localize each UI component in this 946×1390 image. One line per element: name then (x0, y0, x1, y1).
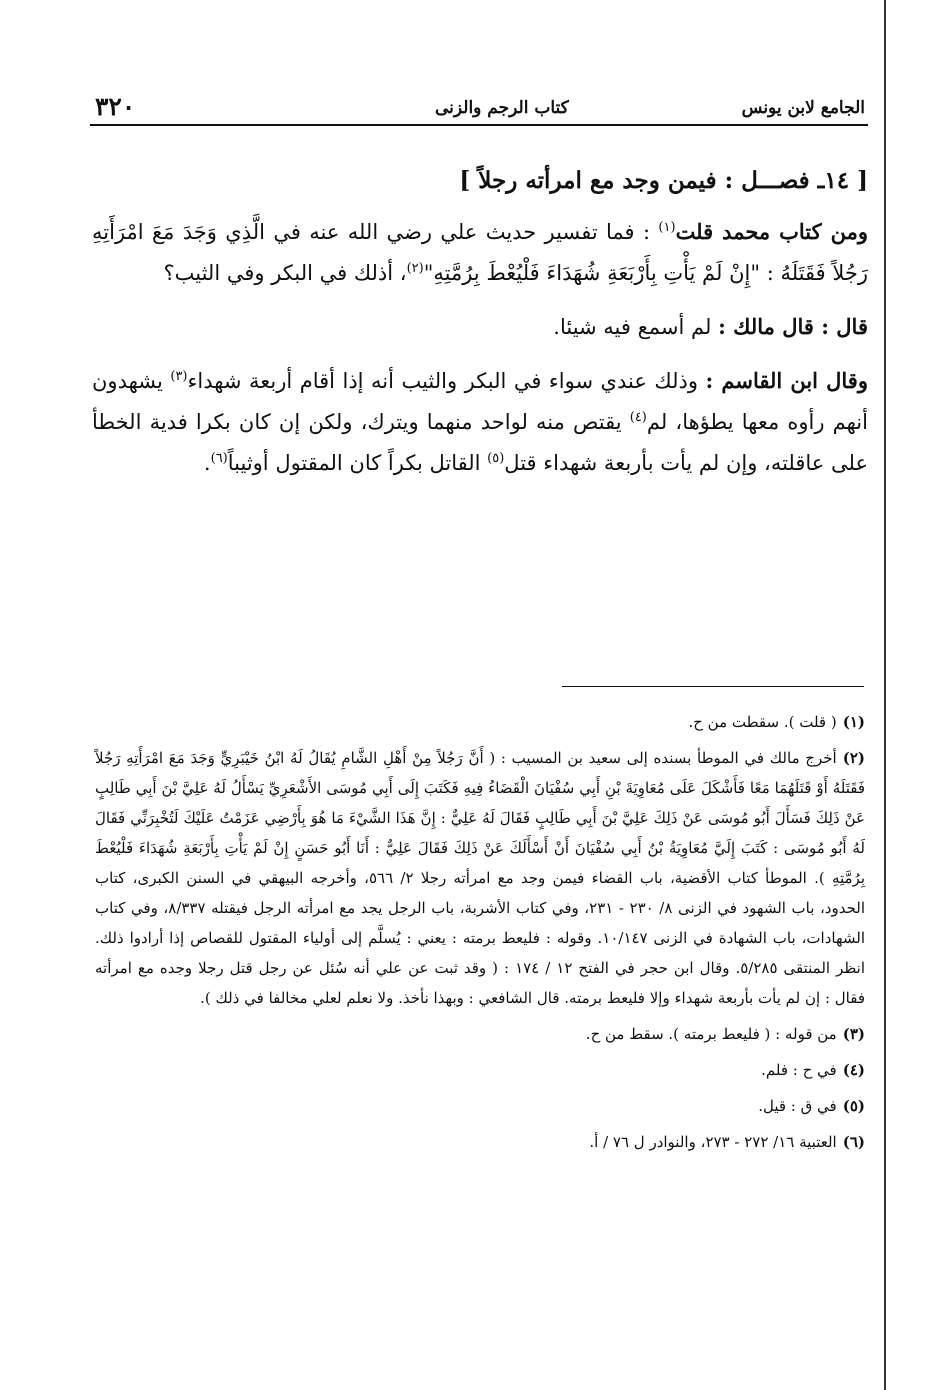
paragraph-text: يقتص منه لواحد منهما ويترك، ولكن إن كان بكرا فدية الخطأ على عاقلته، وإن لم يأت بأربعة شهداء قتل (92, 410, 868, 475)
footnote-number: (١) (842, 713, 865, 731)
footnote-text: من قوله : ( فليعط برمته ). سقط من ح. (585, 1025, 837, 1043)
footnote-text: أخرج مالك في الموطأ بسنده إلى سعيد بن المسيب : ( أَنَّ رَجُلاً مِنْ أَهْلِ الشَّامِ يُقَالُ لَهُ ابْنُ خَيْبَرِيٍّ وَجَدَ مَعَ امْرَأَتِهِ رَجُلاً فَقَتَلَهُ أَوْ قَتَلَهُمَا مَعًا فَأَشْكَلَ عَلَى مُعَاوِيَةَ بْنِ أَبِي سُفْيَانَ الْقَضَاءُ فِيهِ فَكَتَبَ إِلَى أَبِي مُوسَى الأَشْعَرِيِّ يَسْأَلُ لَهُ عَلِيَّ بْنَ أَبِي طَالِبٍ عَنْ ذَلِكَ فَسَأَلَ أَبُو مُوسَى عَنْ ذَلِكَ عَلِيَّ بْنَ أَبِي طَالِبٍ فَقَالَ لَهُ عَلِيٌّ : إِنَّ هَذَا الشَّيْءَ مَا هُوَ بِأَرْضِي عَزَمْتُ عَلَيْكَ لَتُخْبِرَنِّي فَقَالَ لَهُ أَبُو مُوسَى : كَتَبَ إِلَيَّ مُعَاوِيَةُ بْنُ أَبِي سُفْيَانَ أَنْ أَسْأَلَكَ عَنْ ذَلِكَ فَقَالَ عَلِيٌّ : أَنَا أَبُو حَسَنٍ إِنْ لَمْ يَأْتِ بِأَرْبَعَةِ شُهَدَاءَ فَلْيُعْطَ بِرُمَّتِهِ ). الموطأ كتاب الأقضية، باب القضاء فيمن وجد مع امرأته رجلا ٢/ ٥٦٦، وأخرجه البيهقي في السنن الكبرى، كتاب الحدود، باب الشهود في الزنى ٨/ ٢٣٠ - ٢٣١، وفي كتاب الأشربة، باب الرجل يجد مع امرأته الرجل فيقتله ٨/٣٣٧، وفي كتاب الشهادات، باب الشهادة في الزنى ١٠/١٤٧. وقوله : فليعط برمته : يعني : يُسلَّم إلى أولياء المقتول للقصاص إذا أرادوا ذلك. انظر المنتقى ٥/٢٨٥. وقال ابن حجر في الفتح ١٢ / ١٧٤ : ( وقد ثبت عن علي أنه سُئل عن رجل قتل رجلا وجده مع امرأته فقال : إن لم يأت بأربعة شهداء وإلا فليعط برمته. قال الشافعي : وبهذا نأخذ. ولا نعلم لعلي مخالفا في ذلك ). (95, 749, 866, 1007)
footnote-item (95, 1127, 865, 1157)
footnote-item (95, 1019, 865, 1049)
section-heading: [ ١٤ـ فصـــل : فيمن وجد مع امرأته رجلاً ] (459, 167, 868, 194)
paragraph-text: وذلك عندي سواء في البكر والثيب أنه إذا أقام أربعة شهداء (187, 369, 698, 393)
footnote-number: (٢) (842, 749, 865, 767)
footnote-text: العتبية ١٦/ ٢٧٢ - ٢٧٣، والنوادر ل ٧٦ / أ. (589, 1133, 837, 1151)
paragraph-ibn-alqasim (92, 360, 868, 484)
footnote-separator (562, 686, 864, 687)
paragraph-text: ، أذلك في البكر وفي الثيب؟ (163, 261, 407, 285)
footnote-ref: (٢) (406, 261, 424, 276)
header-rule (90, 124, 868, 126)
main-text (92, 160, 868, 496)
footnote-number: (٦) (842, 1133, 865, 1151)
page-number: ٣٢٠ (95, 92, 136, 121)
footnote-ref: (٤) (629, 410, 647, 425)
paragraph-text: القاتل بكراً كان المقتول أوثيباً (227, 451, 481, 475)
footnote-ref: (٣) (170, 369, 188, 384)
footnote-ref: (٦) (210, 451, 228, 466)
paragraph-text: : فما تفسير حديث علي رضي الله عنه في الَّذِي وَجَدَ مَعَ امْرَأَتِهِ رَجُلاً فَقَتَلَهُ : "إِنْ لَمْ يَأْتِ بِأَرْبَعَةِ شُهَدَاءَ فَلْيُعْطَ بِرُمَّتِهِ" (92, 220, 868, 285)
chapter-title: كتاب الرجم والزنى (435, 98, 569, 118)
footnote-number: (٤) (842, 1061, 865, 1079)
paragraph-lead: ومن كتاب محمد قلت (675, 219, 869, 244)
footnote-text: في ح : فلم. (761, 1061, 837, 1079)
paragraph-text: يشهدون أنهم رأوه معها يطؤها، لم (92, 369, 868, 434)
paragraph-malik (92, 306, 868, 348)
footnote-ref: (٥) (487, 451, 505, 466)
footnote-item (95, 707, 865, 737)
footnote-text: ( قلت ). سقطت من ح. (688, 713, 837, 731)
paragraph-text: لم أسمع فيه شيئا. (553, 315, 712, 339)
paragraph-lead: قال : قال مالك : (718, 314, 868, 339)
footnote-text: في ق : قيل. (758, 1097, 837, 1115)
paragraph-question (92, 211, 868, 294)
footnote-number: (٣) (842, 1025, 865, 1043)
footnote-ref: (١) (658, 220, 676, 235)
page-edge-line (884, 0, 886, 1390)
footnote-item (95, 743, 865, 1013)
footnote-item (95, 1055, 865, 1085)
book-title: الجامع لابن يونس (741, 98, 865, 118)
footnotes (95, 707, 865, 1163)
page-header (95, 92, 865, 122)
paragraph-text: . (203, 451, 211, 475)
paragraph-lead: وقال ابن القاسم : (705, 368, 868, 393)
footnote-number: (٥) (842, 1097, 865, 1115)
footnote-item (95, 1091, 865, 1121)
